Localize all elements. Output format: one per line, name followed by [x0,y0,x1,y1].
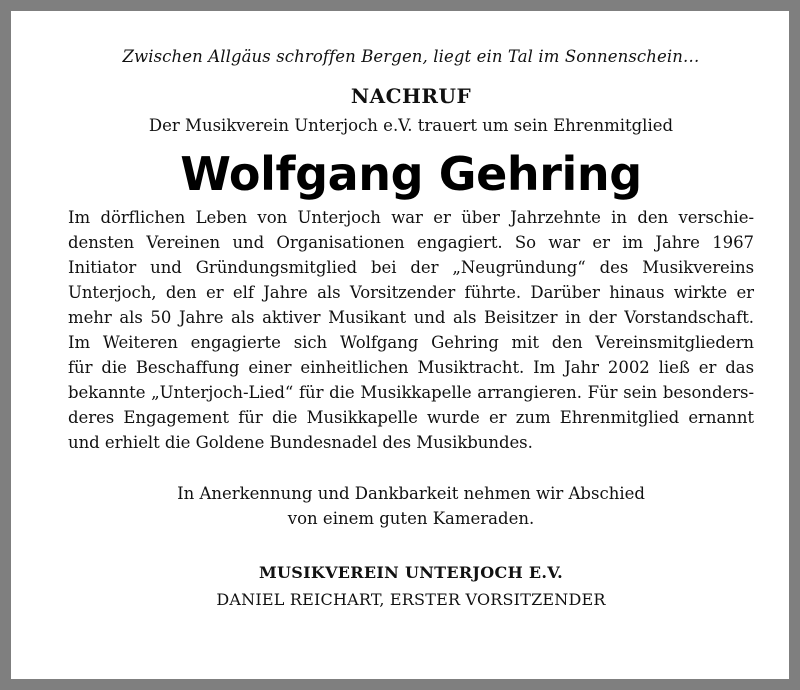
biography-line: mehr als 50 Jahre als aktiver Musikant und als Beisitzer in der Vorstandschaft. [68,308,754,327]
biography-line: für die Beschaffung einer einheitlichen Musiktracht. Im Jahr 2002 ließ er das [68,358,754,377]
obituary-heading: NACHRUF [350,84,472,108]
biography-line: densten Vereinen und Organisationen engagiert. So war er im Jahre 1967 [68,233,754,252]
biography-text [68,205,754,455]
closing-line: In Anerkennung und Dankbarkeit nehmen wir Abschied [177,484,645,503]
biography-line: Im dörflichen Leben von Unterjoch war er über Jahrzehnte in den verschie- [68,208,754,227]
biography-line: Initiator und Gründungsmitglied bei der „Neugründung“ des Musikvereins [68,258,754,277]
biography-line: bekannte „Unterjoch-Lied“ für die Musikkapelle arrangieren. Für sein besonders- [68,383,754,402]
biography-line: und erhielt die Goldene Bundesnadel des Musikbundes. [68,433,533,452]
organization-name: MUSIKVEREIN UNTERJOCH E.V. [258,563,564,582]
obituary-content [68,45,754,612]
closing-text [68,481,754,531]
biography-line: Unterjoch, den er elf Jahre als Vorsitzender führte. Darüber hinaus wirkte er [68,283,754,302]
biography-line: Im Weiteren engagierte sich Wolfgang Gehring mit den Vereinsmitgliedern [68,333,754,352]
closing-line: von einem guten Kameraden. [287,509,535,528]
deceased-name: Wolfgang Gehring [180,147,642,201]
obituary-subheading: Der Musikverein Unterjoch e.V. trauert um sein Ehrenmitglied [148,116,674,135]
biography-line: deres Engagement für die Musikkapelle wurde er zum Ehrenmitglied ernannt [68,408,754,427]
motto-line: Zwischen Allgäus schroffen Bergen, liegt ein Tal im Sonnenschein… [122,47,700,66]
signatory-line: DANIEL REICHART, ERSTER VORSITZENDER [216,590,606,609]
